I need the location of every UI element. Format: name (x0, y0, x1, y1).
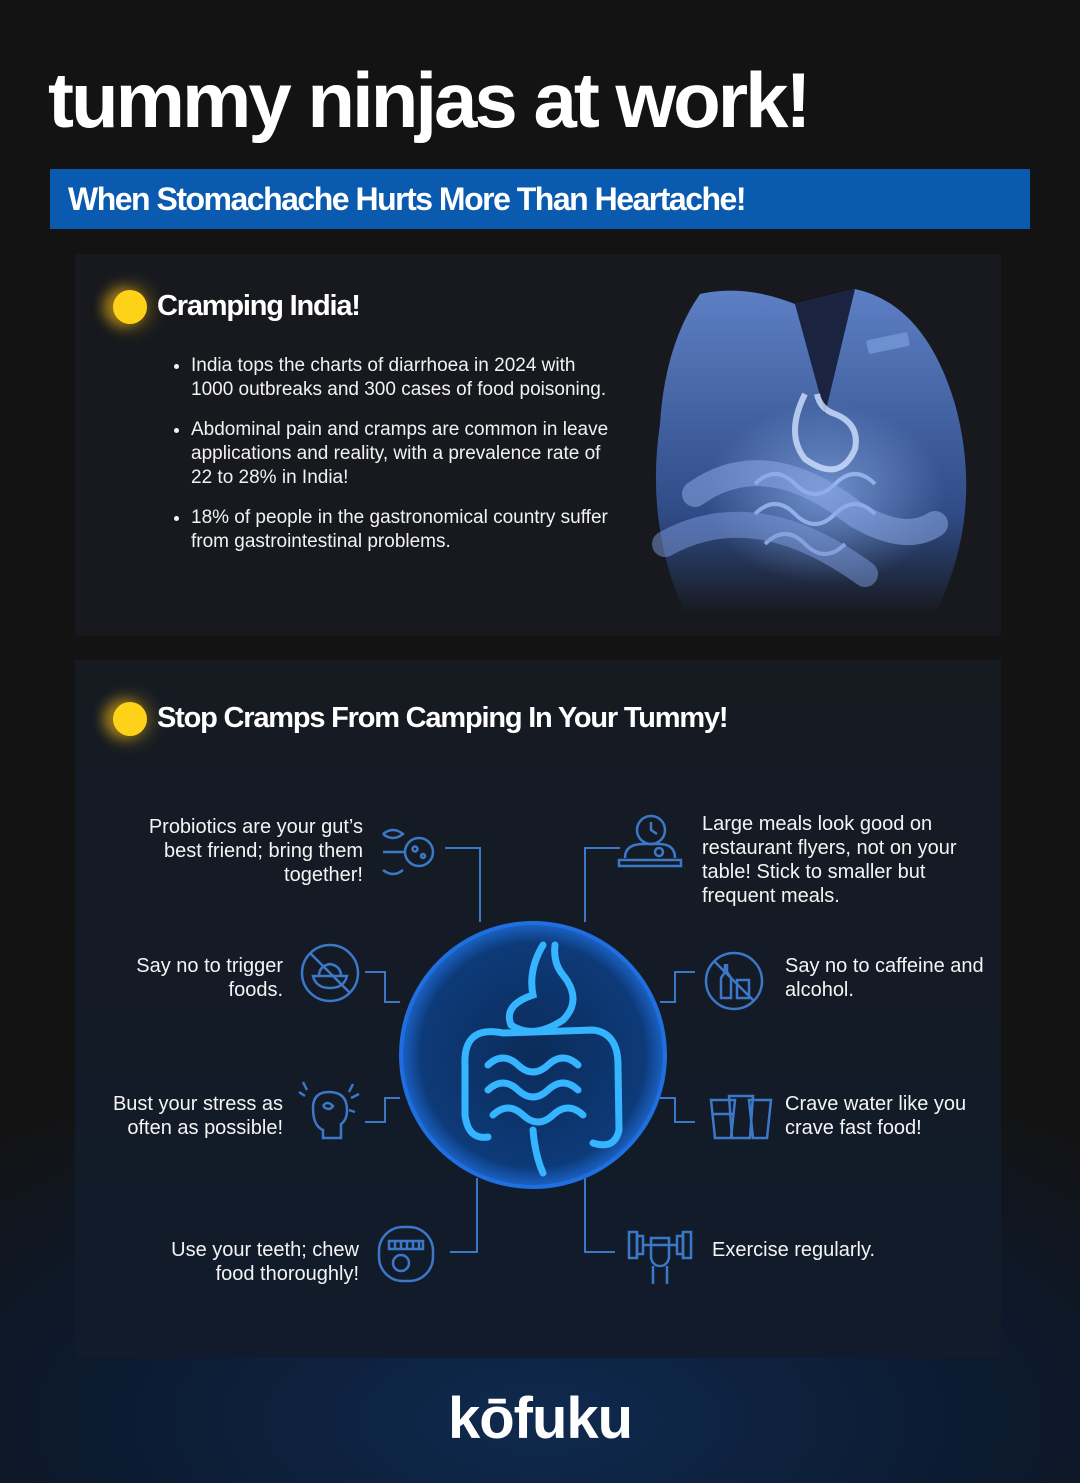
dumbbell-icon (625, 1222, 695, 1288)
intestines-icon (393, 915, 673, 1195)
tip-stress: Bust your stress as often as possible! (112, 1093, 283, 1139)
bullet-dot-icon (113, 290, 147, 324)
kofuku-logo: kōfuku (447, 1386, 633, 1451)
section-heading-cramping: Cramping India! (157, 290, 360, 322)
tips-card (75, 660, 1001, 1358)
facts-list (161, 354, 611, 570)
tip-chew: Use your teeth; chew food thoroughly! (171, 1239, 359, 1285)
no-alcohol-icon (703, 950, 765, 1012)
page-title: tummy ninjas at work! (48, 56, 809, 144)
water-glasses-icon (707, 1092, 773, 1142)
no-food-icon (299, 942, 361, 1004)
stomach-figure-image (605, 284, 995, 634)
tip-exercise: Exercise regularly. (712, 1239, 876, 1261)
fact-item: • India tops the charts of diarrhoea in 2024 with 1000 outbreaks and 300 cases of food poisoning. (191, 354, 611, 402)
tip-water: Crave water like you crave fast food! (785, 1093, 967, 1139)
stress-head-icon (295, 1078, 363, 1146)
banner-text: When Stomachache Hurts More Than Heartache! (68, 180, 745, 217)
bacteria-icon (377, 822, 439, 884)
cramping-india-card (75, 254, 1001, 636)
section-heading-tips: Stop Cramps From Camping In Your Tummy! (157, 702, 728, 734)
mouth-chewing-icon (375, 1223, 437, 1285)
scale-clock-icon (615, 812, 685, 882)
tip-caffeine: Say no to caffeine and alcohol. (785, 955, 984, 1001)
fact-item: • Abdominal pain and cramps are common in leave applications and reality, with a prevalence rate of 22 to 28% in India! (191, 418, 611, 490)
fact-item: • 18% of people in the gastronomical country suffer from gastrointestinal problems. (191, 506, 611, 554)
subtitle-banner (50, 169, 1030, 229)
tip-probiotics: Probiotics are your gut’s best friend; bring them together! (148, 816, 363, 886)
tip-trigger-foods: Say no to trigger foods. (136, 955, 283, 1001)
tip-meals: Large meals look good on restaurant flyers, not on your table! Stick to smaller but frequent meals. (702, 813, 957, 907)
